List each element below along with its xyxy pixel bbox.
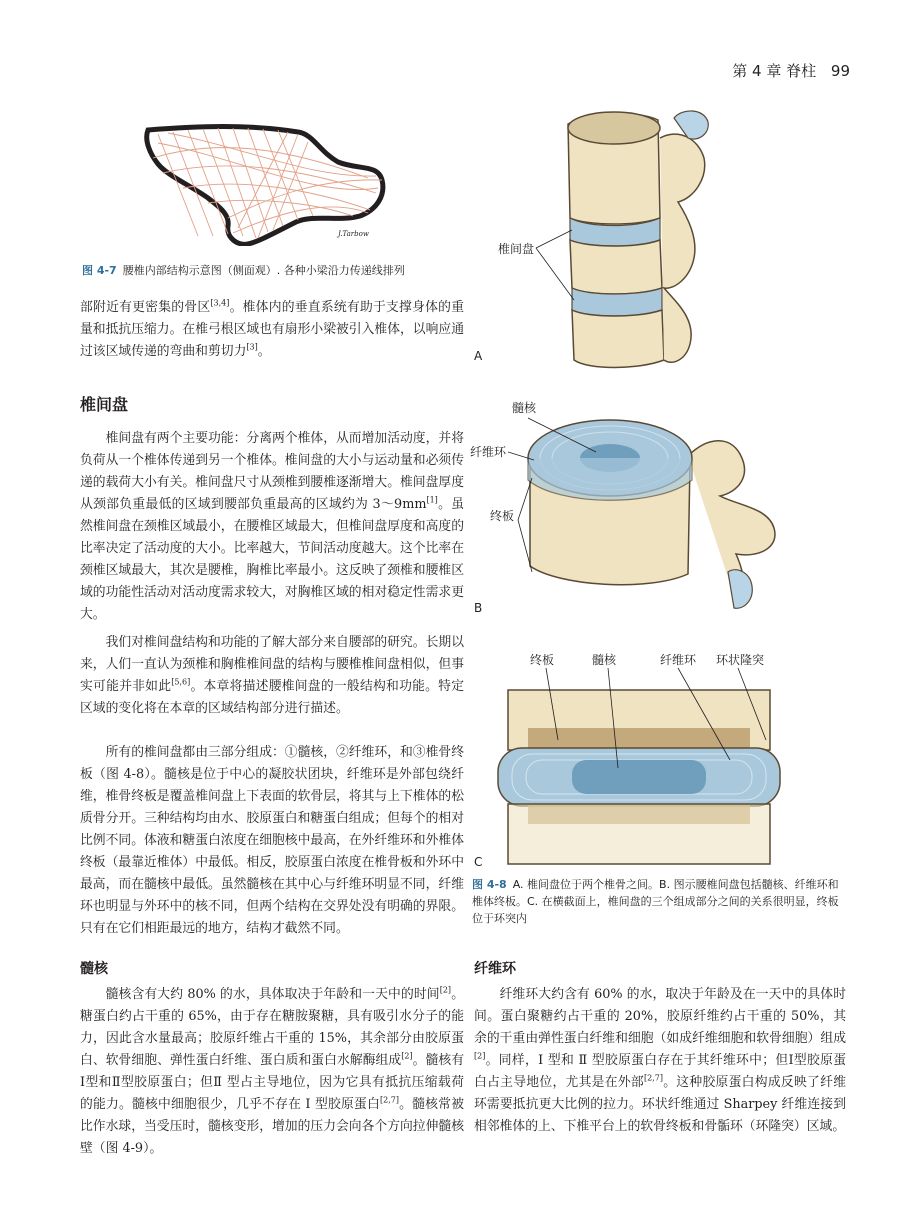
- citation: [2]: [401, 1051, 413, 1061]
- figure-4-8a-spine-segment: [468, 98, 718, 374]
- paragraph-disc-1: 椎间盘有两个主要功能：分离两个椎体，从而增加活动度，并将负荷从一个椎体传递到另一个椎体。椎间盘的大小与运动量和必须传递的载荷大小有关。椎间盘尺寸从颈椎到腰椎逐渐增大。椎间盘厚度从颈部负重最低的区域到腰部负重最高的区域约为 3～9mm[1]。虽然椎间盘在颈椎区域最小，在腰椎区域最大，但椎间盘厚度和高度的比率决定了活动度的大小。比率越大，节间活动度越大。这个比率在颈椎区域最大，其次是腰椎，胸椎比率最小。这反映了颈椎和腰椎区域的功能性活动对活动度需求较大，对胸椎区域的相对稳定性需求更大。: [80, 431, 465, 622]
- label-endplate-c: 终板: [530, 653, 555, 667]
- label-annulus-c: 纤维环: [660, 653, 697, 667]
- paragraph-annulus: 纤维环大约含有 60% 的水，取决于年龄及在一天中的具体时间。蛋白聚糖约占干重的 20%，胶原纤维约占干重的 50%，其余的干重由弹性蛋白纤维和细胞（如成纤维细胞和软骨细胞）组成[2]。同样，Ⅰ 型和 Ⅱ 型胶原蛋白存在于其纤维环中；但Ⅰ型胶原蛋白占主导地位，尤其是在外部[2,7]。这种胶原蛋白构成反映了纤维环需要抵抗更大比例的拉力。环状纤维通过 Sharpey 纤维连接到相邻椎体的上、下椎平台上的软骨终板和骨骺环（环隆突）区域。: [474, 987, 847, 1134]
- paragraph-disc-3: 所有的椎间盘都由三部分组成：①髓核，②纤维环，和③椎骨终板（图 4-8）。髓核是位于中心的凝胶状团块，纤维环是外部包绕纤维，椎骨终板是覆盖椎间盘上下表面的软骨层，将其与上下椎体的松质骨分开。三种结构均由水、胶原蛋白和糖蛋白组成；但每个的相对比例不同。体液和糖蛋白浓度在细胞核中最高，在外纤维环和外椎体终板（最靠近椎体）中最低。相反，胶原蛋白浓度在椎骨板和外环中最高，而在髓核中最低。虽然髓核在其中心与纤维环明显不同，纤维环也明显与外环中的核不同，但两个结构在交界处没有明确的界限。只有在它们相距最远的地方，结构才截然不同。: [80, 745, 464, 936]
- section-heading-disc: 椎间盘: [80, 395, 129, 414]
- figure-label: 图 4-7: [82, 264, 117, 277]
- illustrator-signature: J.Tarbow: [338, 230, 369, 238]
- figure-4-8b-disc-components: [468, 396, 798, 620]
- figure-4-7-vertebra-trabeculae: [138, 118, 388, 246]
- citation: [2,7]: [379, 1095, 399, 1105]
- label-disc: 椎间盘: [498, 242, 535, 256]
- label-nucleus: 髓核: [512, 401, 537, 415]
- figure-4-8c-disc-cross-section: [468, 650, 812, 872]
- paragraph-intro: 部附近有更密集的骨区[3,4]。椎体内的垂直系统有助于支撑身体的重量和抵抗压缩力。在椎弓根区域也有扇形小梁被引入椎体，以响应通过该区域传递的弯曲和剪切力[3]。: [80, 298, 465, 359]
- caption-text: A. 椎间盘位于两个椎骨之间。B. 图示腰椎间盘包括髓核、纤维环和椎体终板。C. 在横截面上，椎间盘的三个组成部分之间的关系很明显，终板位于环突内: [472, 878, 839, 925]
- figure-4-7-caption: [82, 262, 462, 278]
- paragraph-disc-2: 我们对椎间盘结构和功能的了解大部分来自腰部的研究。长期以来，人们一直认为颈椎和胸椎椎间盘的结构与腰椎椎间盘相似，但事实可能并非如此[5,6]。本章将描述腰椎间盘的一般结构和功能。特定区域的变化将在本章的区域结构部分进行描述。: [80, 635, 465, 716]
- citation: [2,7]: [643, 1073, 663, 1083]
- section-heading-annulus: 纤维环: [474, 961, 516, 977]
- figure-label: 图 4-8: [472, 878, 507, 891]
- page-number: 99: [830, 62, 850, 80]
- citation: [1]: [426, 495, 438, 505]
- paragraph-nucleus: 髓核含有大约 80% 的水，具体取决于年龄和一天中的时间[2]。糖蛋白约占干重的 65%，由于存在糖胺聚糖，具有吸引水分子的能力，因此含水量最高；胶原纤维占干重的 15%，其余部分由胶原蛋白、软骨细胞、弹性蛋白纤维、蛋白质和蛋白水解酶组成[2]。髓核有Ⅰ型和Ⅱ型胶原蛋白；但Ⅱ 型占主导地位，因为它具有抵抗压缩载荷的能力。髓核中细胞很少，几乎不存在 Ⅰ 型胶原蛋白[2,7]。髓核常被比作水球，当受压时，髓核变形，增加的压力会向各个方向拉伸髓核壁（图 4-9）。: [80, 985, 465, 1156]
- panel-label-c: C: [474, 855, 483, 869]
- section-heading-nucleus: 髓核: [80, 961, 108, 977]
- label-endplate: 终板: [490, 509, 515, 523]
- chapter-title: 第 4 章 脊柱: [732, 62, 817, 80]
- caption-text: 腰椎内部结构示意图（侧面观）. 各种小梁沿力传递线排列: [122, 264, 405, 277]
- citation: [5,6]: [171, 677, 191, 687]
- label-annulus: 纤维环: [470, 445, 507, 459]
- panel-label-b: B: [474, 601, 483, 615]
- figure-4-8-caption: [472, 876, 846, 927]
- panel-label-a: A: [474, 349, 483, 363]
- citation: [2]: [439, 985, 452, 995]
- running-header: [732, 60, 850, 81]
- label-ring-apophysis: 环状隆突: [716, 653, 765, 667]
- citation: [3]: [246, 342, 258, 352]
- citation: [2]: [474, 1051, 486, 1061]
- label-nucleus-c: 髓核: [592, 653, 617, 667]
- citation: [3,4]: [210, 298, 230, 308]
